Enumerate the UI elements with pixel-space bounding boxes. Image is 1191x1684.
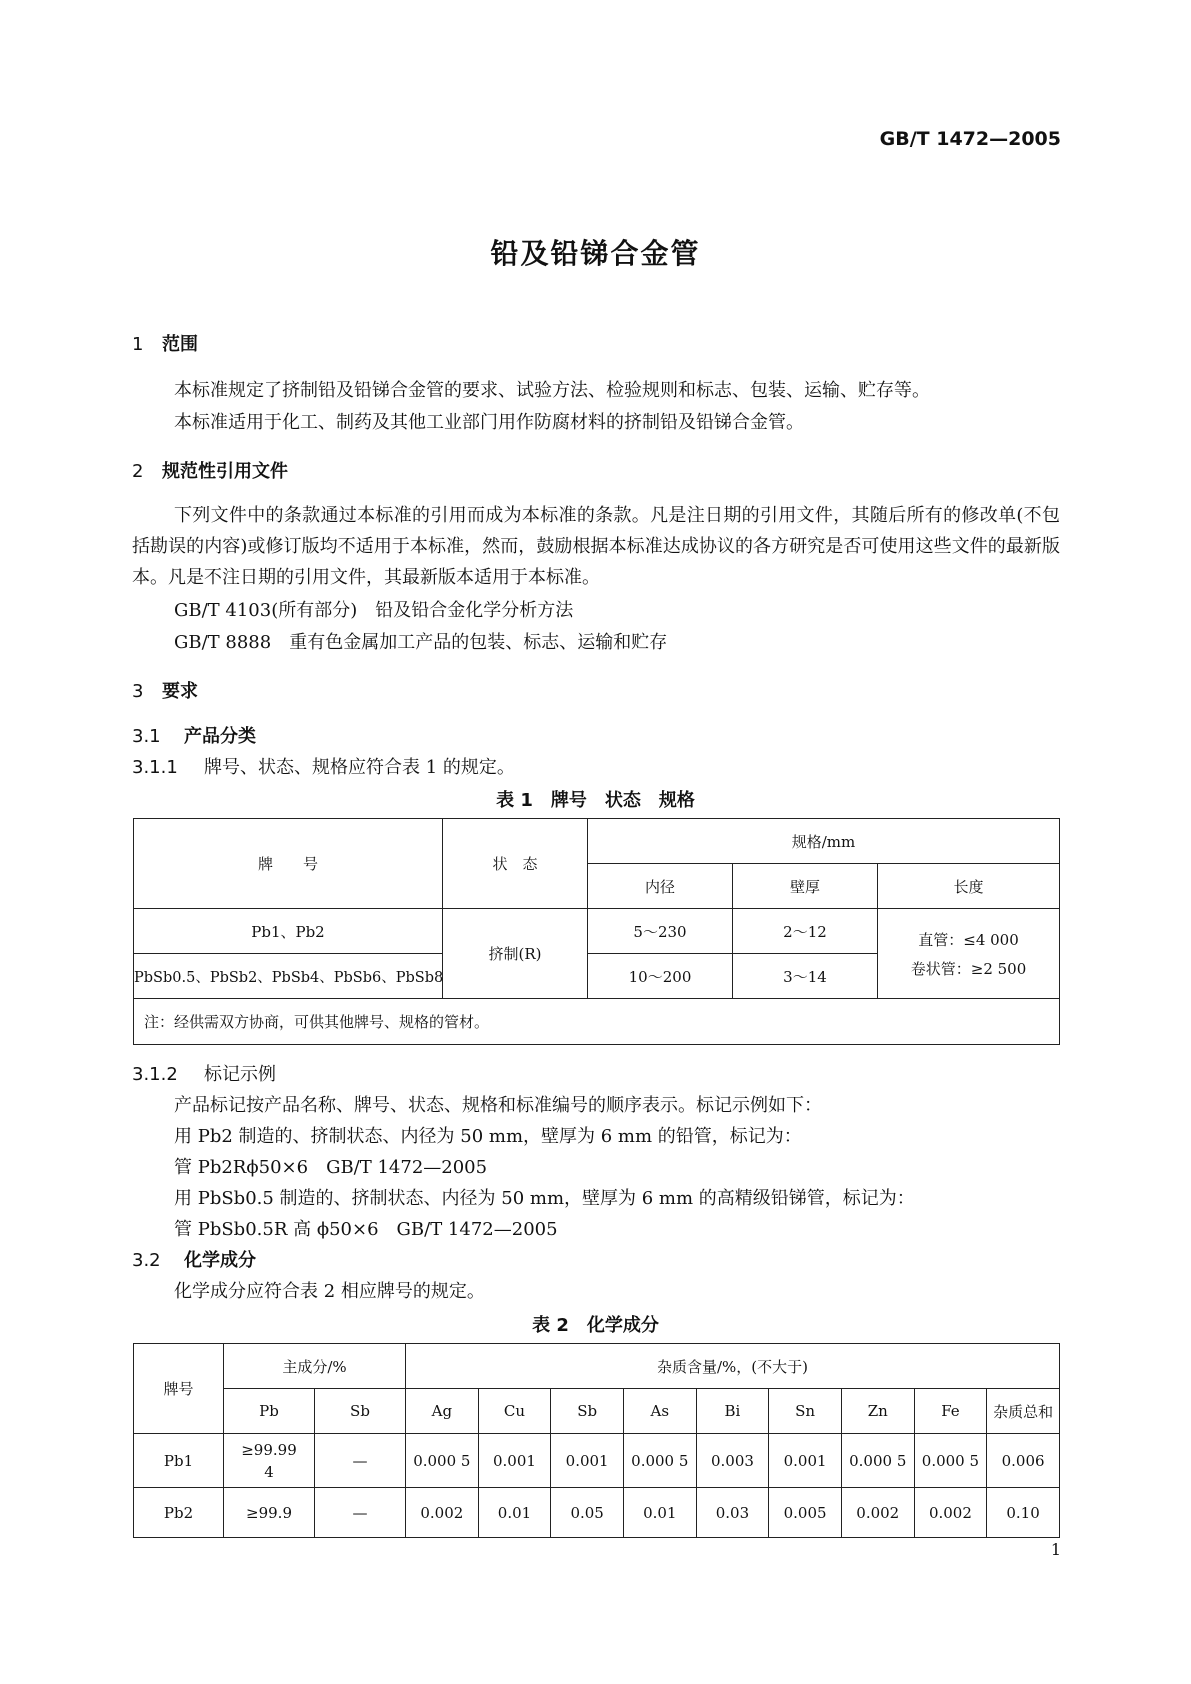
header-impurities: 杂质含量/%，(不大于) [406, 1344, 1060, 1389]
row-1-wall: 2～12 [733, 909, 878, 954]
table-cell: ≥99.9 [224, 1488, 315, 1538]
marking-line-1: 产品标记按产品名称、牌号、状态、规格和标准编号的顺序表示。标记示例如下： [174, 1095, 822, 1116]
row-1-grade: Pb1、Pb2 [134, 909, 443, 954]
table-cell: 0.000 5 [406, 1434, 479, 1488]
length-coil: 卷状管：≥2 500 [910, 959, 1027, 978]
table-1-caption: 表 1 牌号 状态 规格 [496, 790, 695, 811]
section-3-1-heading: 3.1 产品分类 [132, 726, 256, 747]
table-cell: 0.01 [478, 1488, 551, 1538]
table-cell: 0.05 [551, 1488, 624, 1538]
column-header: Cu [478, 1389, 551, 1434]
row-1-inner: 5～230 [588, 909, 733, 954]
state-cell: 挤制(R) [443, 909, 588, 999]
row-2-inner: 10～200 [588, 954, 733, 999]
marking-line-4: 用 PbSb0.5 制造的、挤制状态、内径为 50 mm，壁厚为 6 mm 的高精级铅锑管，标记为： [174, 1188, 915, 1209]
table-cell: 0.002 [841, 1488, 914, 1538]
column-header: Zn [841, 1389, 914, 1434]
table-cell: — [315, 1434, 406, 1488]
table-cell: 0.10 [987, 1488, 1060, 1538]
page-number: 1 [1050, 1540, 1061, 1559]
row-grade: Pb1 [134, 1434, 224, 1488]
section-1-para-1: 本标准规定了挤制铅及铅锑合金管的要求、试验方法、检验规则和标志、包装、运输、贮存等。 [174, 380, 930, 401]
section-2-paragraph: 下列文件中的条款通过本标准的引用而成为本标准的条款。凡是注日期的引用文件，其随后所有的修改单(不包括勘误的内容)或修订版均不适用于本标准，然而，鼓励根据本标准达成协议的各方研究是否可使用这些文件的最新版本。凡是不注日期的引用文件，其最新版本适用于本标准。 [132, 505, 1060, 588]
row-2-wall: 3～14 [733, 954, 878, 999]
section-1-heading: 1 范围 [132, 334, 198, 355]
column-header: Ag [406, 1389, 479, 1434]
table-cell: ≥99.99 4 [224, 1434, 315, 1488]
section-3-2-text: 化学成分应符合表 2 相应牌号的规定。 [174, 1281, 485, 1302]
section-3-2-heading: 3.2 化学成分 [132, 1250, 256, 1271]
column-header: 杂质总和 [987, 1389, 1060, 1434]
normative-ref-1: GB/T 4103(所有部分) 铅及铅合金化学分析方法 [174, 600, 574, 621]
section-3-1-2-heading: 3.1.2 标记示例 [132, 1064, 276, 1085]
length-straight: 直管：≤4 000 [918, 930, 1019, 949]
table-2 [133, 1343, 1060, 1538]
header-spec: 规格/mm [588, 819, 1060, 864]
table-2-caption: 表 2 化学成分 [532, 1315, 659, 1336]
table-1 [133, 818, 1060, 1045]
table-cell: 0.000 5 [914, 1434, 987, 1488]
standard-number: GB/T 1472—2005 [879, 128, 1061, 150]
column-header: Sn [769, 1389, 842, 1434]
header-state: 状 态 [443, 819, 588, 909]
section-3-1-1: 3.1.1 牌号、状态、规格应符合表 1 的规定。 [132, 757, 515, 778]
document-title: 铅及铅锑合金管 [490, 237, 701, 270]
header-length: 长度 [878, 864, 1060, 909]
header-main-components: 主成分/% [224, 1344, 406, 1389]
table-cell: 0.003 [696, 1434, 769, 1488]
column-header: Fe [914, 1389, 987, 1434]
table-cell: 0.002 [406, 1488, 479, 1538]
table-cell: 0.03 [696, 1488, 769, 1538]
header-grade: 牌 号 [134, 819, 443, 909]
column-header: Sb [315, 1389, 406, 1434]
row-grade: Pb2 [134, 1488, 224, 1538]
normative-ref-2: GB/T 8888 重有色金属加工产品的包装、标志、运输和贮存 [174, 632, 668, 653]
column-header: Bi [696, 1389, 769, 1434]
table-cell: 0.005 [769, 1488, 842, 1538]
marking-line-5: 管 PbSb0.5R 高 ϕ50×6 GB/T 1472—2005 [174, 1219, 558, 1240]
table-cell: 0.001 [769, 1434, 842, 1488]
table-cell: — [315, 1488, 406, 1538]
table-1-note: 注：经供需双方协商，可供其他牌号、规格的管材。 [134, 999, 1060, 1045]
section-3-heading: 3 要求 [132, 681, 198, 702]
section-2-heading: 2 规范性引用文件 [132, 461, 288, 482]
header-inner-diameter: 内径 [588, 864, 733, 909]
column-header: Pb [224, 1389, 315, 1434]
length-cell [878, 909, 1060, 999]
row-2-grade: PbSb0.5、PbSb2、PbSb4、PbSb6、PbSb8 [134, 954, 443, 999]
table-cell: 0.000 5 [841, 1434, 914, 1488]
column-header: Sb [551, 1389, 624, 1434]
column-header: As [623, 1389, 696, 1434]
marking-line-3: 管 Pb2Rϕ50×6 GB/T 1472—2005 [174, 1157, 488, 1178]
header-grade: 牌号 [134, 1344, 224, 1434]
table-cell: 0.000 5 [623, 1434, 696, 1488]
marking-line-2: 用 Pb2 制造的、挤制状态、内径为 50 mm，壁厚为 6 mm 的铅管，标记为： [174, 1126, 802, 1147]
header-wall-thickness: 壁厚 [733, 864, 878, 909]
table-cell: 0.001 [478, 1434, 551, 1488]
section-1-para-2: 本标准适用于化工、制药及其他工业部门用作防腐材料的挤制铅及铅锑合金管。 [174, 412, 804, 433]
table-cell: 0.006 [987, 1434, 1060, 1488]
table-cell: 0.001 [551, 1434, 624, 1488]
table-cell: 0.002 [914, 1488, 987, 1538]
table-cell: 0.01 [623, 1488, 696, 1538]
